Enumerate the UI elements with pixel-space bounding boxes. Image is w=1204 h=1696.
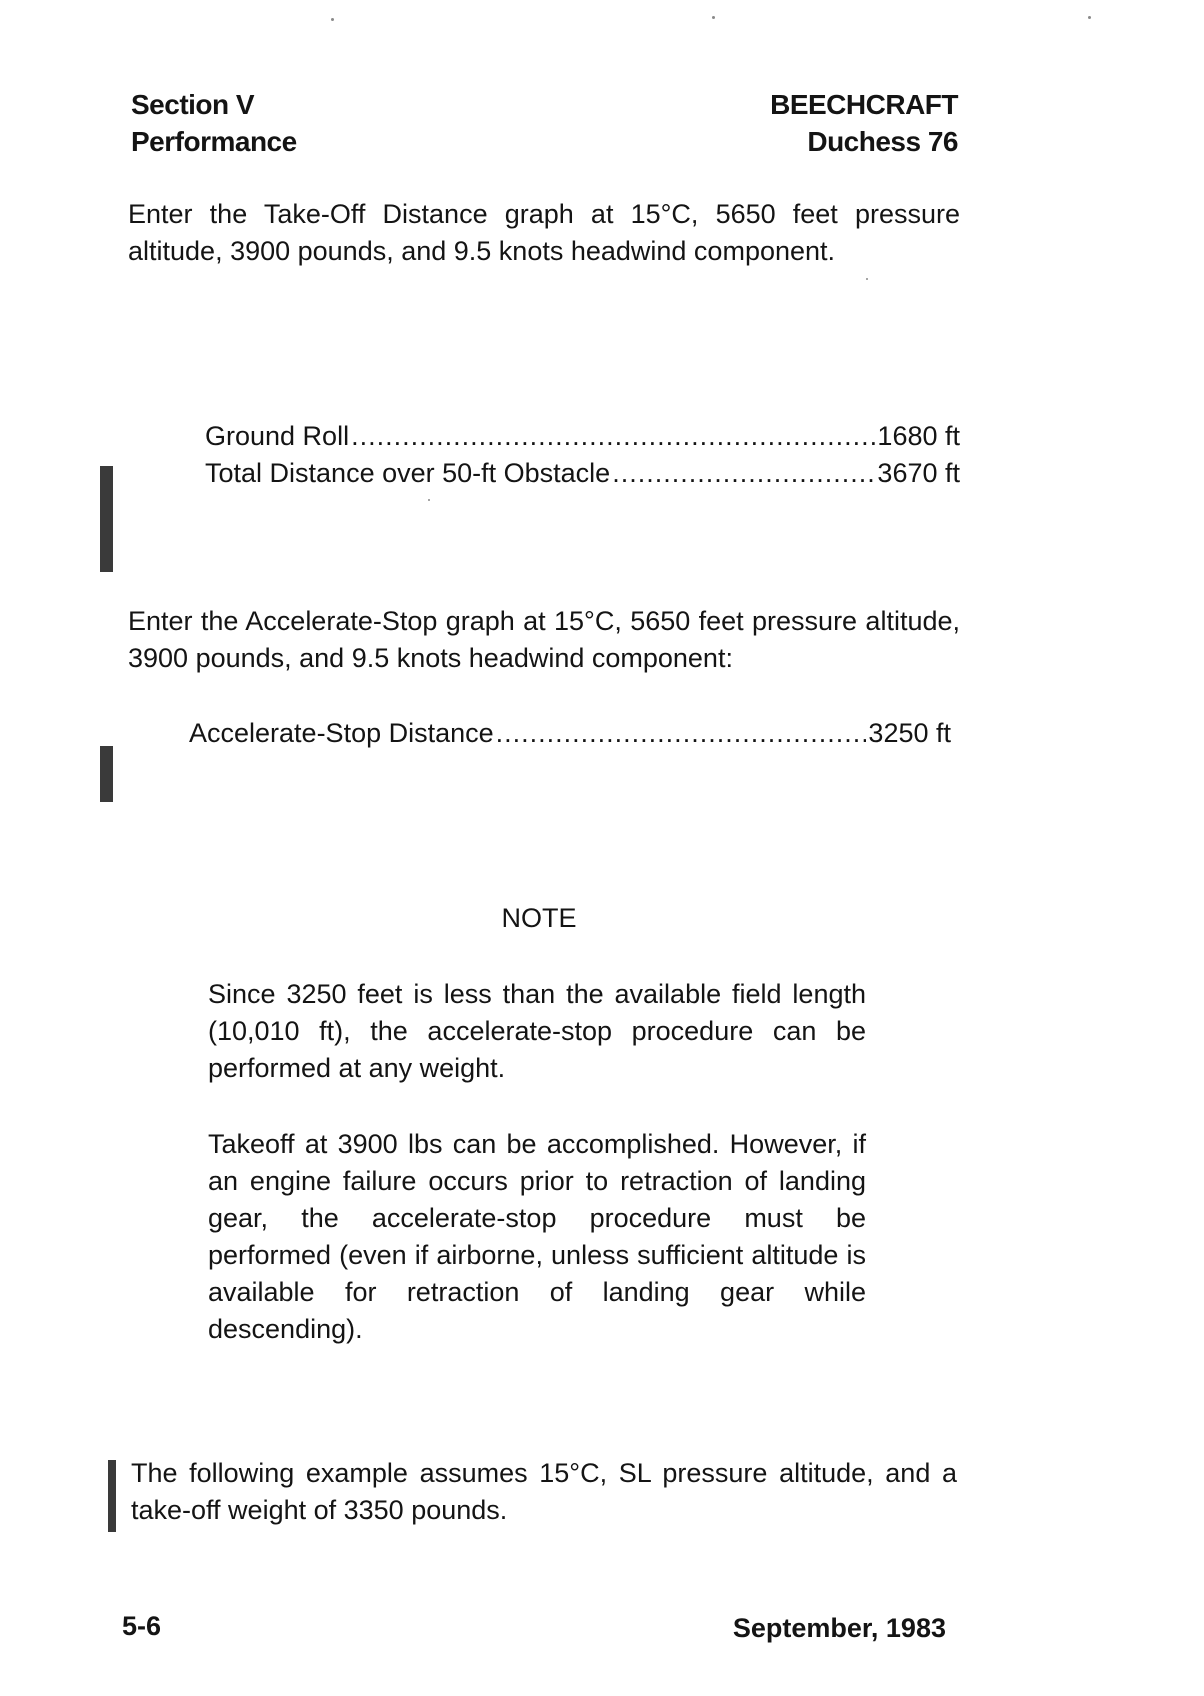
total-distance-value: 3670 ft <box>877 458 960 488</box>
revision-date: September, 1983 <box>732 1613 946 1643</box>
dot-leader <box>612 455 875 492</box>
note-title: NOTE <box>501 903 577 933</box>
section-heading <box>131 86 297 160</box>
takeoff-intro-paragraph: Enter the Take-Off Distance graph at 15°C, 5650 feet pressure altitude, 3900 pounds, and 9.5 knots headwind component. <box>128 199 960 266</box>
revision-bar <box>108 1460 116 1532</box>
section-label: Section V <box>131 89 255 120</box>
ground-roll-label: Ground Roll <box>205 421 350 451</box>
scan-speck <box>1088 16 1091 19</box>
note-paragraph-2: Takeoff at 3900 lbs can be accomplished. However, if an engine failure occurs prior to retraction of landing gear, the accelerate-stop procedure must be performed (even if airborne, unless sufficient altitude is available for retraction of landing gear while descending). <box>208 1129 866 1344</box>
total-distance-label: Total Distance over 50-ft Obstacle <box>205 458 611 488</box>
example-intro-paragraph: The following example assumes 15°C, SL pressure altitude, and a take-off weight of 3350 pounds. <box>131 1458 957 1525</box>
accel-stop-intro-paragraph: Enter the Accelerate-Stop graph at 15°C, 5650 feet pressure altitude, 3900 pounds, and 9.5 knots headwind component: <box>128 606 960 673</box>
model-label: Duchess 76 <box>807 126 958 157</box>
revision-bar <box>100 466 113 572</box>
accel-stop-value: 3250 ft <box>868 718 951 748</box>
accel-stop-label: Accelerate-Stop Distance <box>189 718 494 748</box>
scan-speck <box>428 499 430 501</box>
dot-leader <box>351 418 875 455</box>
page-number: 5-6 <box>122 1611 162 1641</box>
scan-speck <box>331 18 334 21</box>
chapter-label: Performance <box>131 126 297 157</box>
brand-label: BEECHCRAFT <box>770 89 958 120</box>
ground-roll-row <box>205 418 960 455</box>
total-distance-row <box>205 455 960 492</box>
scan-speck <box>866 278 868 280</box>
ground-roll-value: 1680 ft <box>877 421 960 451</box>
aircraft-heading <box>770 86 958 160</box>
accel-stop-row <box>189 715 951 752</box>
scan-speck <box>712 16 715 19</box>
note-paragraph-1: Since 3250 feet is less than the available field length (10,010 ft), the accelerate-stop procedure can be performed at any weight. <box>208 979 866 1083</box>
dot-leader <box>496 715 867 752</box>
revision-bar <box>100 746 113 802</box>
